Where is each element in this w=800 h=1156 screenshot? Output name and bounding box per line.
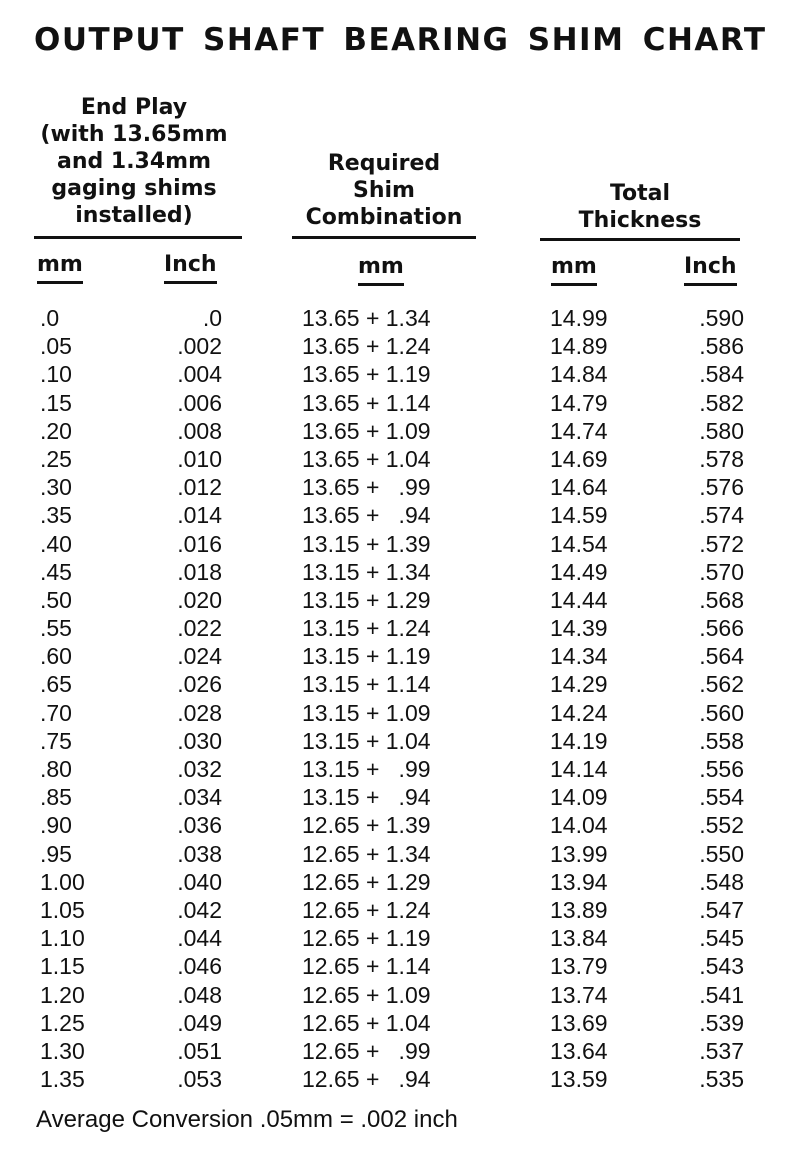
table-row	[0, 727, 800, 755]
end-play-mm-cell: .40	[40, 530, 72, 557]
page-title: OUTPUT SHAFT BEARING SHIM CHART	[34, 22, 767, 58]
end-play-mm-cell: 1.10	[40, 925, 85, 952]
end-play-mm-cell: .10	[40, 361, 72, 388]
total-inch-cell: .554	[699, 784, 744, 811]
end-play-inch-cell: .030	[177, 727, 222, 754]
shim-combination-cell: 13.15 + .94	[302, 784, 431, 811]
end-play-mm-cell: .85	[40, 784, 72, 811]
table-row	[0, 642, 800, 670]
shim-combination-cell: 13.15 + .99	[302, 756, 431, 782]
end-play-mm-header: mm	[37, 252, 83, 284]
total-mm-cell: 14.04	[550, 812, 608, 839]
end-play-inch-cell: .028	[177, 699, 222, 726]
shim-combination-cell: 13.15 + 1.39	[302, 530, 431, 557]
total-inch-cell: .556	[699, 756, 744, 782]
table-row	[0, 1037, 800, 1065]
end-play-mm-cell: .30	[40, 474, 72, 501]
table-row	[0, 389, 800, 417]
total-inch-cell: .566	[699, 615, 744, 642]
table-row	[0, 530, 800, 558]
end-play-mm-cell: 1.30	[40, 1037, 85, 1064]
end-play-header-rule	[34, 236, 242, 239]
end-play-inch-cell: .034	[177, 784, 222, 811]
total-mm-cell: 14.24	[550, 699, 608, 726]
required-shim-header-rule	[292, 236, 476, 239]
total-inch-cell: .543	[699, 953, 744, 980]
shim-combination-cell: 13.15 + 1.34	[302, 558, 431, 585]
total-mm-cell: 14.69	[550, 445, 608, 472]
shim-combination-cell: 13.15 + 1.09	[302, 699, 431, 726]
end-play-mm-cell: .70	[40, 699, 72, 726]
end-play-inch-cell: .044	[177, 925, 222, 952]
shim-combination-cell: 13.65 + 1.19	[302, 361, 431, 388]
end-play-inch-cell: .018	[177, 558, 222, 585]
table-row	[0, 952, 800, 980]
shim-combination-cell: 12.65 + 1.29	[302, 868, 431, 895]
total-mm-cell: 14.49	[550, 558, 608, 585]
total-mm-cell: 14.19	[550, 727, 608, 754]
end-play-mm-cell: .95	[40, 840, 72, 867]
total-inch-cell: .564	[699, 643, 744, 670]
table-row	[0, 924, 800, 952]
total-mm-cell: 14.29	[550, 671, 608, 698]
total-inch-cell: .539	[699, 1009, 744, 1036]
table-row	[0, 981, 800, 1009]
end-play-inch-cell: .008	[177, 417, 222, 444]
shim-combination-cell: 13.15 + 1.04	[302, 727, 431, 754]
end-play-inch-cell: .026	[177, 671, 222, 698]
table-row	[0, 868, 800, 896]
conversion-footnote: Average Conversion .05mm = .002 inch	[36, 1106, 458, 1133]
shim-combination-cell: 13.15 + 1.19	[302, 643, 431, 670]
total-mm-cell: 13.59	[550, 1066, 608, 1093]
total-inch-cell: .574	[699, 502, 744, 529]
shim-combination-cell: 12.65 + .99	[302, 1037, 431, 1064]
end-play-inch-cell: .048	[177, 981, 222, 1008]
total-inch-cell: .545	[699, 925, 744, 952]
table-row	[0, 501, 800, 529]
total-mm-cell: 13.94	[550, 868, 608, 895]
total-mm-cell: 14.84	[550, 361, 608, 388]
end-play-mm-cell: .05	[40, 333, 72, 360]
end-play-mm-cell: .65	[40, 671, 72, 698]
total-inch-cell: .568	[699, 586, 744, 613]
total-mm-cell: 14.44	[550, 586, 608, 613]
end-play-mm-cell: .75	[40, 727, 72, 754]
table-row	[0, 558, 800, 586]
table-row	[0, 783, 800, 811]
shim-combination-cell: 12.65 + 1.09	[302, 981, 431, 1008]
total-inch-cell: .580	[699, 417, 744, 444]
total-inch-cell: .541	[699, 981, 744, 1008]
total-mm-cell: 14.79	[550, 389, 608, 416]
end-play-mm-cell: .15	[40, 389, 72, 416]
table-row	[0, 699, 800, 727]
total-inch-header: Inch	[684, 254, 737, 286]
table-row	[0, 614, 800, 642]
end-play-inch-cell: .051	[177, 1037, 222, 1064]
end-play-mm-cell: 1.15	[40, 953, 85, 980]
end-play-inch-cell: .012	[177, 474, 222, 501]
table-row	[0, 473, 800, 501]
total-mm-cell: 13.69	[550, 1009, 608, 1036]
shim-combination-cell: 13.65 + .99	[302, 474, 431, 501]
total-inch-cell: .576	[699, 474, 744, 501]
end-play-inch-cell: .053	[177, 1066, 222, 1093]
end-play-inch-cell: .049	[177, 1009, 222, 1036]
total-thickness-header: Total Thickness	[578, 181, 702, 233]
shim-combination-cell: 13.15 + 1.24	[302, 615, 431, 642]
total-mm-cell: 14.09	[550, 784, 608, 811]
end-play-mm-cell: 1.25	[40, 1009, 85, 1036]
shim-combination-cell: 12.65 + 1.19	[302, 925, 431, 952]
table-row	[0, 896, 800, 924]
total-inch-cell: .535	[699, 1066, 744, 1093]
table-row	[0, 670, 800, 698]
total-mm-cell: 14.89	[550, 333, 608, 360]
shim-combination-cell: 12.65 + .94	[302, 1066, 431, 1093]
total-inch-cell: .547	[699, 896, 744, 923]
table-row	[0, 304, 800, 332]
table-row	[0, 586, 800, 614]
table-row	[0, 445, 800, 473]
shim-combination-cell: 13.15 + 1.14	[302, 671, 431, 698]
shim-combination-cell: 13.65 + 1.04	[302, 445, 431, 472]
total-mm-cell: 13.79	[550, 953, 608, 980]
end-play-inch-cell: .002	[177, 333, 222, 360]
total-mm-cell: 13.64	[550, 1037, 608, 1064]
total-mm-header: mm	[551, 254, 597, 286]
total-inch-cell: .548	[699, 868, 744, 895]
total-mm-cell: 14.14	[550, 756, 608, 782]
total-mm-cell: 14.34	[550, 643, 608, 670]
total-inch-cell: .560	[699, 699, 744, 726]
end-play-inch-header: Inch	[164, 252, 217, 284]
end-play-mm-cell: 1.20	[40, 981, 85, 1008]
end-play-mm-cell: .60	[40, 643, 72, 670]
shim-combination-cell: 13.65 + .94	[302, 502, 431, 529]
table-row	[0, 1009, 800, 1037]
end-play-mm-cell: .45	[40, 558, 72, 585]
end-play-header: End Play (with 13.65mm and 1.34mm gaging shims installed)	[40, 95, 228, 228]
end-play-inch-cell: .036	[177, 812, 222, 839]
end-play-inch-cell: .022	[177, 615, 222, 642]
end-play-inch-cell: .020	[177, 586, 222, 613]
end-play-mm-cell: .35	[40, 502, 72, 529]
end-play-inch-cell: .042	[177, 896, 222, 923]
end-play-mm-cell: .25	[40, 445, 72, 472]
total-inch-cell: .572	[699, 530, 744, 557]
end-play-mm-cell: .80	[40, 756, 72, 782]
table-row	[0, 332, 800, 360]
end-play-mm-cell: .90	[40, 812, 72, 839]
total-inch-cell: .550	[699, 840, 744, 867]
end-play-mm-cell: .0	[40, 305, 60, 331]
total-mm-cell: 13.99	[550, 840, 608, 867]
shim-combination-cell: 13.65 + 1.09	[302, 417, 431, 444]
total-inch-cell: .537	[699, 1037, 744, 1064]
shim-combination-cell: 12.65 + 1.24	[302, 896, 431, 923]
total-mm-cell: 13.89	[550, 896, 608, 923]
total-thickness-header-rule	[540, 238, 740, 241]
end-play-inch-cell: .038	[177, 840, 222, 867]
total-mm-cell: 14.59	[550, 502, 608, 529]
shim-table	[0, 304, 800, 1093]
end-play-mm-cell: 1.35	[40, 1066, 85, 1093]
total-inch-cell: .582	[699, 389, 744, 416]
table-row	[0, 755, 800, 783]
shim-combination-cell: 12.65 + 1.04	[302, 1009, 431, 1036]
total-inch-cell: .586	[699, 333, 744, 360]
end-play-inch-cell: .0	[202, 305, 222, 331]
shim-combination-cell: 13.65 + 1.14	[302, 389, 431, 416]
total-mm-cell: 14.99	[550, 305, 608, 331]
required-shim-header: Required Shim Combination	[305, 151, 463, 230]
table-row	[0, 811, 800, 839]
total-mm-cell: 14.39	[550, 615, 608, 642]
end-play-inch-cell: .046	[177, 953, 222, 980]
table-row	[0, 417, 800, 445]
total-mm-cell: 13.74	[550, 981, 608, 1008]
end-play-inch-cell: .004	[177, 361, 222, 388]
shim-combination-cell: 13.65 + 1.24	[302, 333, 431, 360]
end-play-mm-cell: .20	[40, 417, 72, 444]
total-inch-cell: .562	[699, 671, 744, 698]
shim-mm-header: mm	[358, 254, 404, 286]
total-inch-cell: .578	[699, 445, 744, 472]
end-play-mm-cell: .55	[40, 615, 72, 642]
total-mm-cell: 13.84	[550, 925, 608, 952]
end-play-inch-cell: .024	[177, 643, 222, 670]
end-play-inch-cell: .040	[177, 868, 222, 895]
end-play-mm-cell: 1.05	[40, 896, 85, 923]
table-row	[0, 1065, 800, 1093]
end-play-inch-cell: .014	[177, 502, 222, 529]
total-mm-cell: 14.64	[550, 474, 608, 501]
table-row	[0, 360, 800, 388]
total-inch-cell: .570	[699, 558, 744, 585]
total-inch-cell: .558	[699, 727, 744, 754]
table-row	[0, 840, 800, 868]
end-play-inch-cell: .016	[177, 530, 222, 557]
end-play-inch-cell: .010	[177, 445, 222, 472]
total-inch-cell: .590	[699, 305, 744, 331]
shim-combination-cell: 13.15 + 1.29	[302, 586, 431, 613]
total-mm-cell: 14.74	[550, 417, 608, 444]
total-mm-cell: 14.54	[550, 530, 608, 557]
shim-combination-cell: 12.65 + 1.34	[302, 840, 431, 867]
end-play-mm-cell: 1.00	[40, 868, 85, 895]
end-play-inch-cell: .032	[177, 756, 222, 782]
end-play-mm-cell: .50	[40, 586, 72, 613]
end-play-inch-cell: .006	[177, 389, 222, 416]
total-inch-cell: .552	[699, 812, 744, 839]
shim-combination-cell: 12.65 + 1.39	[302, 812, 431, 839]
total-inch-cell: .584	[699, 361, 744, 388]
shim-combination-cell: 12.65 + 1.14	[302, 953, 431, 980]
shim-combination-cell: 13.65 + 1.34	[302, 305, 431, 331]
